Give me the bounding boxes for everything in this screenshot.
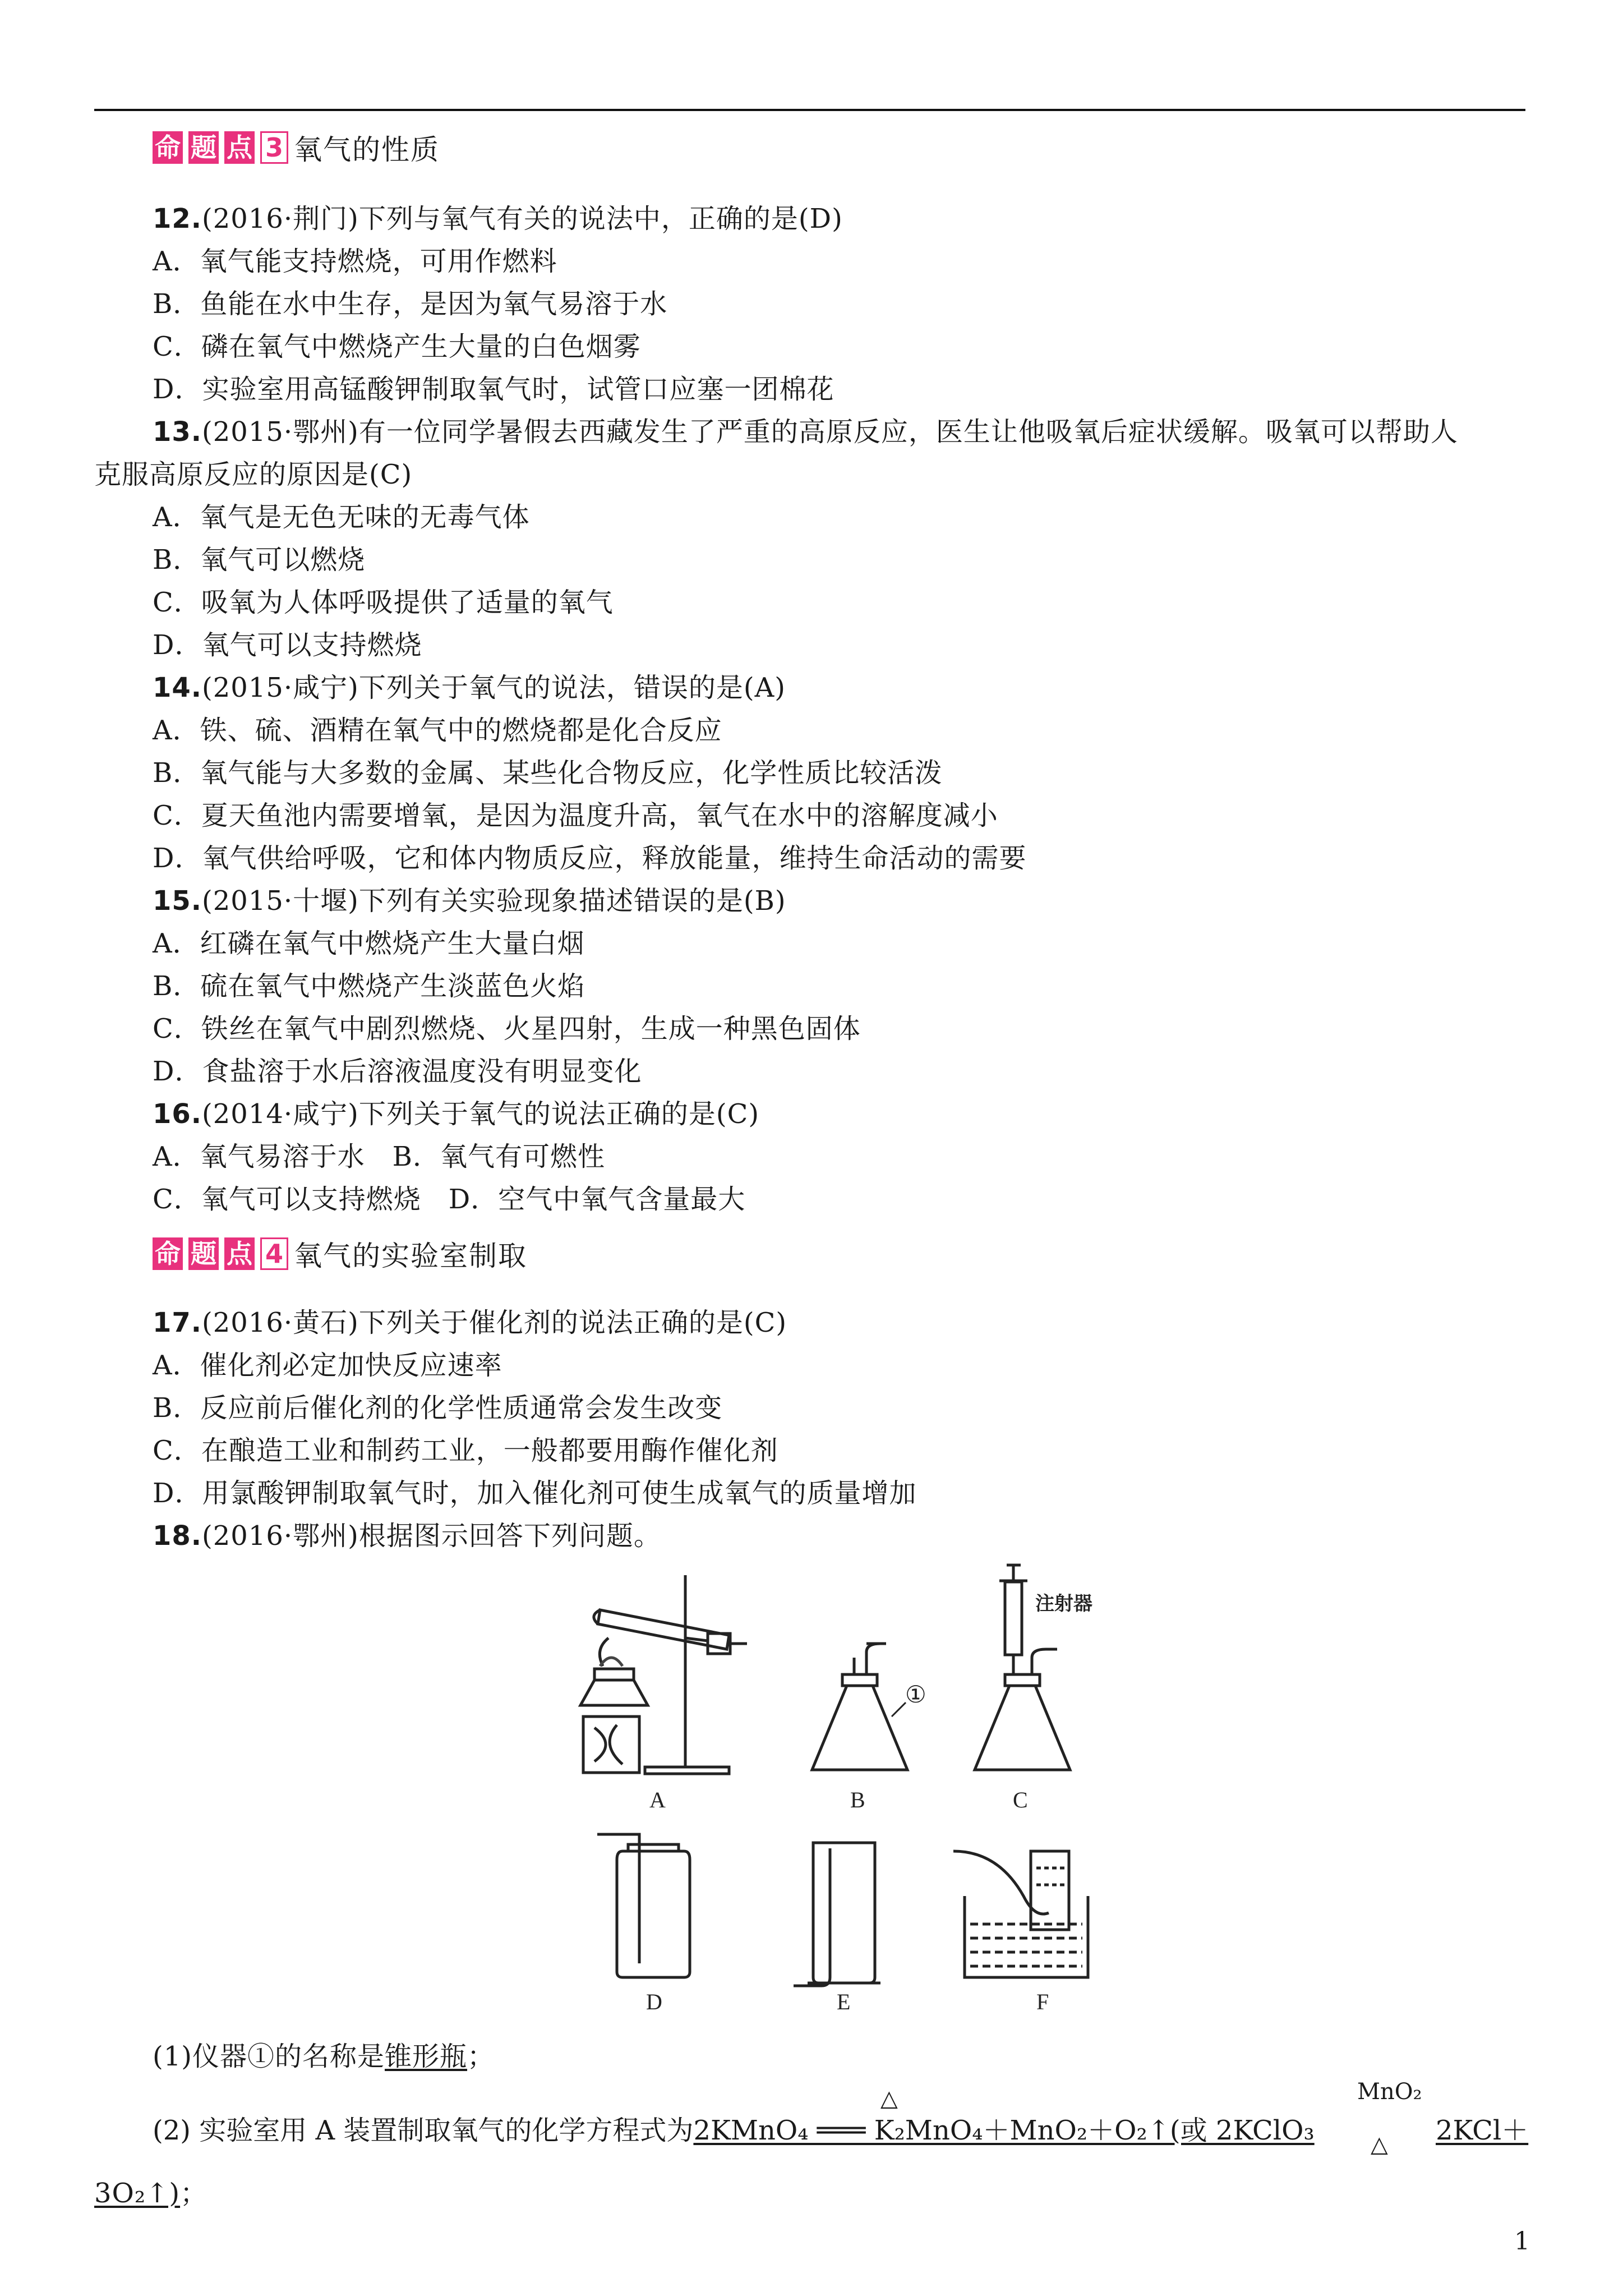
option: B．氧气能与大多数的金属、某些化合物反应，化学性质比较活泼: [153, 757, 943, 789]
part-text: ；: [467, 2041, 495, 2072]
figure-label-d: D: [646, 1989, 662, 2014]
apparatus-a: [580, 1575, 747, 1774]
question-text: (2015·咸宁)下列关于氧气的说法，错误的是(A): [202, 672, 786, 703]
option: C．夏天鱼池内需要增氧，是因为温度升高，氧气在水中的溶解度减小: [153, 800, 998, 831]
answer-equation: 2KMnO₄ ═══ K₂MnO₄＋MnO₂＋O₂↑(或 2KClO₃: [693, 2115, 1315, 2146]
option: C．在酿造工业和制药工业，一般都要用酶作催化剂: [153, 1435, 778, 1466]
question-text: (2015·十堰)下列有关实验现象描述错误的是(B): [202, 885, 786, 917]
figure-callout-1: ①: [905, 1682, 926, 1708]
option: C．磷在氧气中燃烧产生大量的白色烟雾: [153, 331, 641, 362]
apparatus-d: [597, 1834, 690, 1977]
question-number: 13.: [153, 416, 202, 448]
q18-part2: [153, 2114, 1315, 2147]
answer-equation: 2KCl＋: [1436, 2115, 1529, 2146]
option: A．氧气是无色无味的无毒气体: [153, 501, 530, 533]
page-number: 1: [1514, 2227, 1530, 2256]
question-number: 18.: [153, 1520, 202, 1552]
option: A．催化剂必定加快反应速率: [153, 1350, 502, 1381]
apparatus-f: [953, 1851, 1088, 1977]
figure-label-a: A: [649, 1787, 666, 1812]
tag-number: 3: [260, 131, 288, 164]
option: A．氧气能支持燃烧，可用作燃料: [153, 246, 557, 277]
question-number: 15.: [153, 885, 202, 917]
option: A．铁、硫、酒精在氧气中的燃烧都是化合反应: [153, 715, 722, 746]
q18-part2-eq-end: [1436, 2114, 1528, 2147]
part-text: (2) 实验室用 A 装置制取氧气的化学方程式为: [153, 2115, 694, 2146]
question-text: (2015·鄂州)有一位同学暑假去西藏发生了严重的高原反应，医生让他吸氧后症状缓解。吸氧可以帮助人: [202, 416, 1458, 448]
option: A．红磷在氧气中燃烧产生大量白烟: [153, 928, 585, 959]
apparatus-e: [794, 1843, 880, 1986]
option: D．食盐溶于水后溶液温度没有明显变化: [153, 1056, 642, 1087]
question-text: (2016·荆门)下列与氧气有关的说法中，正确的是(D): [202, 203, 843, 234]
part-text: ；: [180, 2178, 208, 2209]
option: D．用氯酸钾制取氧气时，加入催化剂可使生成氧气的质量增加: [153, 1478, 917, 1509]
question-number: 17.: [153, 1307, 202, 1338]
syringe-label: 注射器: [1035, 1593, 1092, 1615]
tag-char: 题: [188, 1237, 219, 1270]
tag-number: 4: [260, 1237, 288, 1270]
option: D．氧气可以支持燃烧: [153, 629, 422, 661]
question-text: (2016·鄂州)根据图示回答下列问题。: [202, 1520, 661, 1552]
section-title: 氧气的性质: [294, 134, 440, 166]
apparatus-b: [812, 1644, 907, 1770]
question-text: (2016·黄石)下列关于催化剂的说法正确的是(C): [202, 1307, 787, 1338]
option: B．反应前后催化剂的化学性质通常会发生改变: [153, 1392, 723, 1424]
answer-equation: 3O₂↑): [94, 2178, 181, 2209]
option: A．氧气易溶于水 B．氧气有可燃性: [153, 1141, 605, 1172]
figure-label-f: F: [1036, 1989, 1049, 2014]
question-text: (2014·咸宁)下列关于氧气的说法正确的是(C): [202, 1098, 760, 1130]
tag-char: 点: [224, 131, 255, 164]
option: B．氧气可以燃烧: [153, 544, 366, 576]
section-title: 氧气的实验室制取: [294, 1240, 527, 1272]
tag-char: 题: [188, 131, 219, 164]
option: C．氧气可以支持燃烧 D．空气中氧气含量最大: [153, 1184, 746, 1215]
option: D．实验室用高锰酸钾制取氧气时，试管口应塞一团棉花: [153, 374, 834, 405]
reaction-condition-heat: △: [880, 2086, 898, 2111]
option: B．鱼能在水中生存，是因为氧气易溶于水: [153, 288, 668, 320]
figure-label-e: E: [837, 1989, 851, 2014]
reaction-condition-heat-2: △: [1371, 2132, 1388, 2157]
q18-part1: [153, 2040, 495, 2073]
question-number: 12.: [153, 203, 202, 234]
option: C．铁丝在氧气中剧烈燃烧、火星四射，生成一种黑色固体: [153, 1013, 861, 1045]
option: B．硫在氧气中燃烧产生淡蓝色火焰: [153, 970, 585, 1002]
part-text: (1)仪器①的名称是: [153, 2041, 385, 2072]
tag-char: 命: [153, 1237, 183, 1270]
question-number: 16.: [153, 1098, 202, 1130]
answer-blank: 锥形瓶: [385, 2041, 468, 2072]
option: C．吸氧为人体呼吸提供了适量的氧气: [153, 587, 614, 618]
question-13-stem-cont: 克服高原反应的原因是(C): [94, 459, 413, 490]
figure-label-b: B: [850, 1787, 865, 1812]
reaction-condition-catalyst: MnO₂: [1357, 2079, 1422, 2105]
figure-label-c: C: [1013, 1787, 1028, 1812]
option: D．氧气供给呼吸，它和体内物质反应，释放能量，维持生命活动的需要: [153, 843, 1027, 874]
q18-part2-cont: [94, 2177, 208, 2210]
tag-char: 命: [153, 131, 183, 164]
question-number: 14.: [153, 672, 202, 703]
tag-char: 点: [224, 1237, 255, 1270]
